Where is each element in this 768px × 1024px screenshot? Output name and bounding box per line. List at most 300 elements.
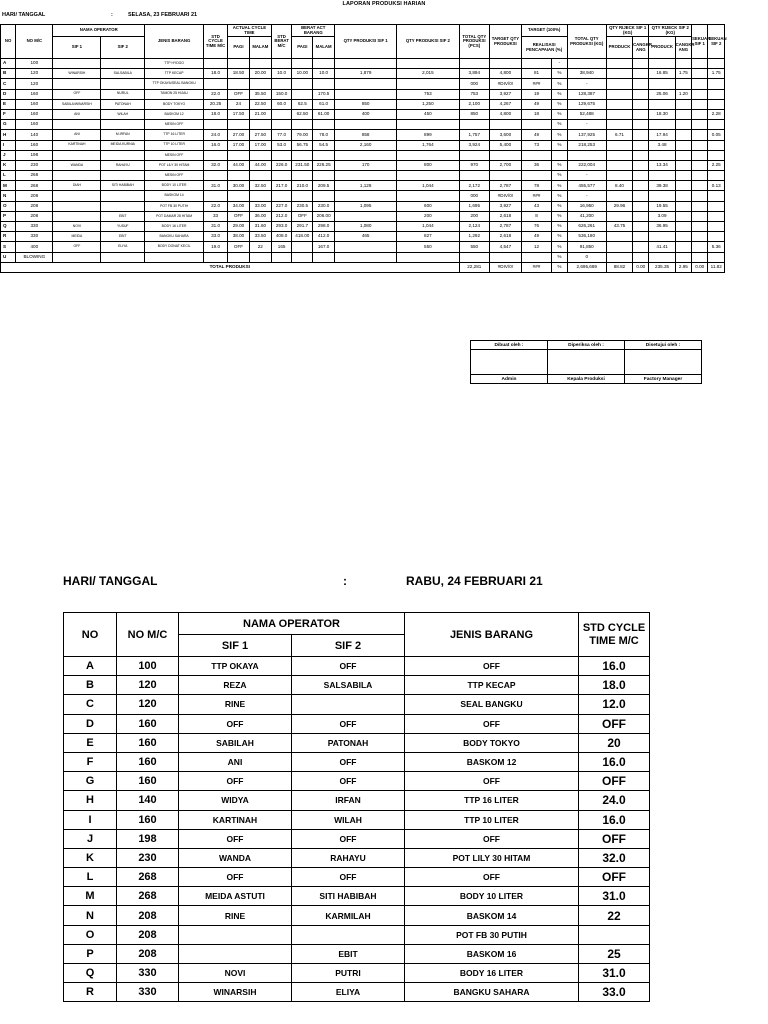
table-cell <box>249 252 271 262</box>
table-cell <box>204 171 228 181</box>
table-cell <box>606 150 632 160</box>
table-row <box>64 829 650 848</box>
table-cell <box>228 252 250 262</box>
table-cell: D <box>1 89 16 99</box>
t2-col-no: NO <box>64 613 117 657</box>
table-cell: H <box>1 130 16 140</box>
col-produck2: PRODUCK <box>649 37 675 59</box>
table-cell: KARTINAH <box>53 140 101 150</box>
table-cell: OFF <box>579 772 650 791</box>
table-cell: 4,800 <box>490 69 522 79</box>
table-cell: 230 <box>16 160 53 170</box>
table-cell <box>490 252 522 262</box>
table-cell <box>633 130 649 140</box>
table-cell: 268 <box>16 171 53 181</box>
table-cell: ANI <box>53 130 101 140</box>
table-row <box>64 676 650 695</box>
table-cell: 200 <box>397 211 459 221</box>
table-cell: O <box>1 201 16 211</box>
table-cell <box>606 140 632 150</box>
table-cell <box>606 242 632 252</box>
table-cell <box>249 171 271 181</box>
table-cell <box>101 79 145 89</box>
table-cell: BANGKU SAHARA <box>405 983 579 1002</box>
table-cell <box>692 211 708 221</box>
table-cell: ELIYA <box>292 983 405 1002</box>
table-cell: R <box>1 232 16 242</box>
table-cell <box>633 120 649 130</box>
table-cell: ANI <box>53 109 101 119</box>
col-target-qty: TARGET QTY PRODUKSI <box>490 25 522 59</box>
total-kg: 2,695,689 <box>567 262 606 272</box>
day-label-2: HARI/ TANGGAL <box>63 574 158 588</box>
table-cell <box>633 211 649 221</box>
table-cell: 49 <box>521 130 552 140</box>
table-cell: 44.00 <box>249 160 271 170</box>
table-cell: TTP OKAYA/SEAL BANGKU <box>145 79 204 89</box>
table-cell: 268 <box>117 868 179 887</box>
table-cell <box>101 252 145 262</box>
table-cell: NOVI <box>53 222 101 232</box>
table-cell: 31.0 <box>579 887 650 906</box>
table-cell <box>708 150 725 160</box>
table-row <box>1 242 725 252</box>
table-cell: % <box>552 160 567 170</box>
table-cell: 79.00 <box>292 130 313 140</box>
table-cell: 24 <box>228 99 250 109</box>
table-cell: 160 <box>16 120 53 130</box>
table-cell <box>708 140 725 150</box>
colon: : <box>111 12 113 18</box>
table-cell: 0.13 <box>708 181 725 191</box>
table-cell: 18.0 <box>204 69 228 79</box>
signature-space-admin <box>471 350 548 375</box>
table-cell: 198 <box>16 150 53 160</box>
table-cell <box>675 120 691 130</box>
table-cell: 0.05 <box>708 130 725 140</box>
total-rijeck1-cangkang: 0.00 <box>633 262 649 272</box>
table-cell <box>397 59 459 69</box>
col-total-kg: TOTAL QTY PRODUKSI (KG) <box>567 25 606 59</box>
table-cell: BODY 10 LITER <box>145 181 204 191</box>
table-cell: POT LILY 30 HITAM <box>145 160 204 170</box>
table-cell <box>675 150 691 160</box>
table-row <box>1 130 725 140</box>
table-cell: 34.00 <box>228 201 250 211</box>
table-cell: 36.00 <box>249 211 271 221</box>
table-cell: 268 <box>16 181 53 191</box>
day-date-line-2 <box>63 574 543 588</box>
table-cell <box>675 171 691 181</box>
table-cell: 2,787 <box>490 181 522 191</box>
table-cell <box>692 99 708 109</box>
table-cell: 17.00 <box>228 140 250 150</box>
table-row <box>1 120 725 130</box>
table-cell: OFF <box>292 829 405 848</box>
table-cell: 2,618 <box>490 232 522 242</box>
table-cell <box>397 79 459 89</box>
table-cell: BODY TOKYO <box>145 99 204 109</box>
table-cell <box>53 201 101 211</box>
table-cell: % <box>552 140 567 150</box>
table-cell: - <box>552 59 567 69</box>
table-cell: % <box>552 211 567 221</box>
table-cell <box>708 191 725 201</box>
table-cell <box>490 171 522 181</box>
table-cell: 1,764 <box>397 140 459 150</box>
table-cell <box>292 925 405 944</box>
table-row <box>1 79 725 89</box>
table-cell <box>692 252 708 262</box>
table-cell <box>249 59 271 69</box>
col-no: NO <box>1 25 16 59</box>
table-cell: 000 <box>459 191 490 201</box>
table-cell <box>53 191 101 201</box>
table-row <box>1 89 725 99</box>
table-cell <box>633 79 649 89</box>
table-cell: 20.25 <box>204 99 228 109</box>
table-cell: 10.0 <box>313 69 335 79</box>
table-cell <box>675 222 691 232</box>
table-cell: 2,124 <box>459 222 490 232</box>
table-cell: OFF <box>292 657 405 676</box>
table-cell: POT LILY 30 HITAM <box>405 848 579 867</box>
t2-col-sif1: SIF 1 <box>179 635 292 657</box>
total-pcs: 22,281 <box>459 262 490 272</box>
table-cell: B <box>64 676 117 695</box>
table-cell: 208 <box>117 944 179 963</box>
table-cell <box>675 160 691 170</box>
t2-col-nomc: NO M/C <box>117 613 179 657</box>
table-cell: - <box>567 79 606 89</box>
table-cell: BODY 16 LITER <box>145 222 204 232</box>
table-cell <box>53 171 101 181</box>
table-cell: S <box>1 242 16 252</box>
table-cell: OFF <box>228 211 250 221</box>
role-kepala-produksi: Kepala Produksi <box>548 375 625 384</box>
table-cell <box>313 120 335 130</box>
table-cell: 2,160 <box>335 140 397 150</box>
table-cell <box>292 171 313 181</box>
table-cell: 78.0 <box>313 130 335 140</box>
col-rijeck2: QTY RIJECK SIF 2 (KG) <box>649 25 692 37</box>
total-target: #DIV/0! <box>490 262 522 272</box>
table-cell: G <box>64 772 117 791</box>
table-cell: MESIN OFF <box>145 120 204 130</box>
table-cell <box>335 252 397 262</box>
table-cell: 16.0 <box>579 657 650 676</box>
table-cell: 1,044 <box>397 181 459 191</box>
table-cell <box>649 252 675 262</box>
table-cell: M.IRFAN <box>101 130 145 140</box>
table-cell <box>459 59 490 69</box>
table-cell: K <box>64 848 117 867</box>
table-cell <box>313 252 335 262</box>
table-cell <box>271 252 292 262</box>
table-cell: 22.0 <box>204 201 228 211</box>
table-cell: 16.0 <box>204 140 228 150</box>
table-cell: 536,180 <box>567 232 606 242</box>
table-cell: 753 <box>397 89 459 99</box>
table-cell: OFF <box>579 829 650 848</box>
table-cell <box>606 191 632 201</box>
table-row <box>64 964 650 983</box>
table-cell <box>521 120 552 130</box>
table-cell: 41,200 <box>567 211 606 221</box>
table-cell: % <box>552 181 567 191</box>
table-cell: 293.0 <box>271 222 292 232</box>
table-cell <box>490 150 522 160</box>
table-cell: SALSABILA <box>101 69 145 79</box>
checked-by-label: Diperiksa oleh : <box>548 341 625 350</box>
table-cell <box>692 79 708 89</box>
table-cell: 753 <box>459 89 490 99</box>
table-cell: EBIT <box>101 211 145 221</box>
table-cell: 200 <box>459 211 490 221</box>
table-cell: 22.50 <box>249 99 271 109</box>
table-cell: 1,044 <box>397 222 459 232</box>
col-nomc: NO M/C <box>16 25 53 59</box>
table-cell <box>633 109 649 119</box>
table-cell: 4,800 <box>490 109 522 119</box>
table-cell: BODY DONAT KECIL <box>145 242 204 252</box>
table-cell <box>692 171 708 181</box>
table-cell: 12.0 <box>579 695 650 714</box>
table-cell: 418.00 <box>292 232 313 242</box>
table-cell: 10.00 <box>292 69 313 79</box>
table-cell: 61.00 <box>313 109 335 119</box>
table-cell: EBIT <box>101 232 145 242</box>
table-cell: MEIDA KURNIA <box>101 140 145 150</box>
table-cell: 20.00 <box>249 69 271 79</box>
table-row <box>1 171 725 181</box>
table-cell: 8.40 <box>606 181 632 191</box>
table-cell <box>692 109 708 119</box>
table-cell: 160 <box>16 109 53 119</box>
table-cell: 4,267 <box>490 99 522 109</box>
table-cell <box>335 171 397 181</box>
table-cell <box>606 252 632 262</box>
col-realisasi: REALISASI PENCAPAIAN (%) <box>521 37 567 59</box>
table-cell: SITI HABIBAH <box>101 181 145 191</box>
table-cell: 170.5 <box>313 89 335 99</box>
table-cell: MESIN OFF <box>145 150 204 160</box>
table-cell <box>606 232 632 242</box>
table-cell: 129,675 <box>567 99 606 109</box>
table-cell <box>249 191 271 201</box>
table-cell: OFF <box>53 89 101 99</box>
table-cell: BLOWING <box>16 252 53 262</box>
table-cell <box>313 79 335 89</box>
table-cell <box>633 160 649 170</box>
col-malam-berat: MALAM <box>313 37 335 59</box>
table-cell <box>675 252 691 262</box>
table-cell: ELIYA <box>101 242 145 252</box>
table-cell: 3,924 <box>459 140 490 150</box>
table-cell: OFF <box>179 714 292 733</box>
table-cell <box>649 191 675 201</box>
table-row <box>1 201 725 211</box>
table-cell: 1,757 <box>459 130 490 140</box>
table-cell <box>692 69 708 79</box>
table-cell: 20 <box>579 733 650 752</box>
table-cell: 22 <box>579 906 650 925</box>
table-row <box>64 695 650 714</box>
table-cell <box>101 120 145 130</box>
table-cell: OFF <box>292 868 405 887</box>
table-cell <box>567 150 606 160</box>
table-cell: 160 <box>16 89 53 99</box>
table-cell <box>708 211 725 221</box>
table-cell <box>579 925 650 944</box>
table-cell: I <box>1 140 16 150</box>
table-cell: 78 <box>521 181 552 191</box>
table-row <box>1 181 725 191</box>
table-cell: 140 <box>16 130 53 140</box>
col-sif2: SIF 2 <box>101 37 145 59</box>
col-cangkang2: CANGKR ANG <box>675 37 691 59</box>
table-cell: OFF <box>292 752 405 771</box>
col-malam: MALAM <box>249 37 271 59</box>
table-cell: 2.28 <box>708 109 725 119</box>
table-cell: 170 <box>335 160 397 170</box>
table-cell: 899 <box>397 130 459 140</box>
table-cell: 19.55 <box>649 201 675 211</box>
table-cell <box>675 140 691 150</box>
operator-schedule-body <box>64 657 650 1002</box>
table-cell: K <box>1 160 16 170</box>
table-row <box>1 99 725 109</box>
table-cell: REZA <box>179 676 292 695</box>
table-cell <box>101 150 145 160</box>
table-cell: 35.50 <box>249 89 271 99</box>
t2-col-nama-operator: NAMA OPERATOR <box>179 613 405 635</box>
table-cell <box>675 79 691 89</box>
table-cell: 0 <box>567 252 606 262</box>
table-cell: POT FB 30 PUTIH <box>145 201 204 211</box>
table-cell <box>606 120 632 130</box>
table-cell: 16.0 <box>579 810 650 829</box>
table-cell: 3.48 <box>649 140 675 150</box>
table-cell: SABILA/WINARSIH <box>53 99 101 109</box>
table-cell: % <box>552 232 567 242</box>
table-cell: BANGKU SAHARA <box>145 232 204 242</box>
report-date-1: SELASA, 23 FEBRUARI 21 <box>128 12 198 18</box>
table-cell <box>313 150 335 160</box>
table-cell: 120 <box>16 79 53 89</box>
table-cell: % <box>552 242 567 252</box>
table-cell: MEIDA ASTUTI <box>179 887 292 906</box>
table-row <box>64 791 650 810</box>
table-cell: 56.75 <box>292 140 313 150</box>
table-cell: TTP 10 LITER <box>405 810 579 829</box>
table-row <box>1 150 725 160</box>
table-cell: 210.0 <box>292 181 313 191</box>
table-cell: P <box>1 211 16 221</box>
table-cell <box>692 89 708 99</box>
table-cell: 167.0 <box>313 242 335 252</box>
table-row <box>1 160 725 170</box>
table-cell <box>633 222 649 232</box>
table-cell: % <box>552 79 567 89</box>
table-cell <box>249 79 271 89</box>
table-cell: 77.0 <box>271 130 292 140</box>
table-cell <box>335 191 397 201</box>
table-cell: BASKOM 14 <box>405 906 579 925</box>
table-cell: 18 <box>521 109 552 119</box>
table-cell: ### <box>521 79 552 89</box>
table-row <box>1 252 725 262</box>
col-sif1: SIF 1 <box>53 37 101 59</box>
signature-space-kepala <box>548 350 625 375</box>
table-cell <box>692 150 708 160</box>
table-cell: 206.00 <box>313 211 335 221</box>
table-row <box>64 733 650 752</box>
total-real: ### <box>521 262 552 272</box>
table-cell: WANDA <box>53 160 101 170</box>
table-cell: 165 <box>271 242 292 252</box>
table-cell: 33.50 <box>249 232 271 242</box>
table-cell <box>397 171 459 181</box>
table-cell <box>606 69 632 79</box>
table-cell <box>633 242 649 252</box>
table-cell <box>53 120 101 130</box>
table-cell <box>649 171 675 181</box>
table-cell: 21.00 <box>249 109 271 119</box>
table-cell <box>271 79 292 89</box>
table-row <box>1 211 725 221</box>
table-cell: Q <box>1 222 16 232</box>
table-cell <box>179 944 292 963</box>
total-label: TOTAL PRODUKSI <box>1 262 460 272</box>
table-row <box>1 222 725 232</box>
table-cell: J <box>64 829 117 848</box>
table-cell: 217.0 <box>271 181 292 191</box>
table-cell: F <box>64 752 117 771</box>
table-cell: % <box>552 99 567 109</box>
table-row <box>64 944 650 963</box>
table-cell <box>101 171 145 181</box>
table-cell: OFF <box>579 714 650 733</box>
table-cell: 1.20 <box>675 89 691 99</box>
table-cell <box>708 232 725 242</box>
made-by-label: Dibuat oleh : <box>471 341 548 350</box>
table-cell: NOVI <box>179 964 292 983</box>
table-cell <box>675 99 691 109</box>
table-cell: 3.09 <box>649 211 675 221</box>
table-row <box>64 810 650 829</box>
table-cell: 128,387 <box>567 89 606 99</box>
table-row <box>1 69 725 79</box>
table-cell: OFF <box>228 89 250 99</box>
table-cell: 19.0 <box>204 242 228 252</box>
table-cell <box>249 150 271 160</box>
table-cell <box>101 191 145 201</box>
colon-2: : <box>343 574 347 588</box>
table-cell <box>708 201 725 211</box>
table-cell: 400 <box>16 242 53 252</box>
table-cell: WIDYA <box>179 791 292 810</box>
table-cell: E <box>64 733 117 752</box>
table-cell: PATONAH <box>101 99 145 109</box>
table-cell <box>692 242 708 252</box>
table-cell: 160 <box>117 752 179 771</box>
table-cell: SEAL BANGKU <box>405 695 579 714</box>
table-cell: G <box>1 120 16 130</box>
table-cell: SABILAH <box>179 733 292 752</box>
table-cell: % <box>552 109 567 119</box>
table-cell: 25 <box>579 944 650 963</box>
